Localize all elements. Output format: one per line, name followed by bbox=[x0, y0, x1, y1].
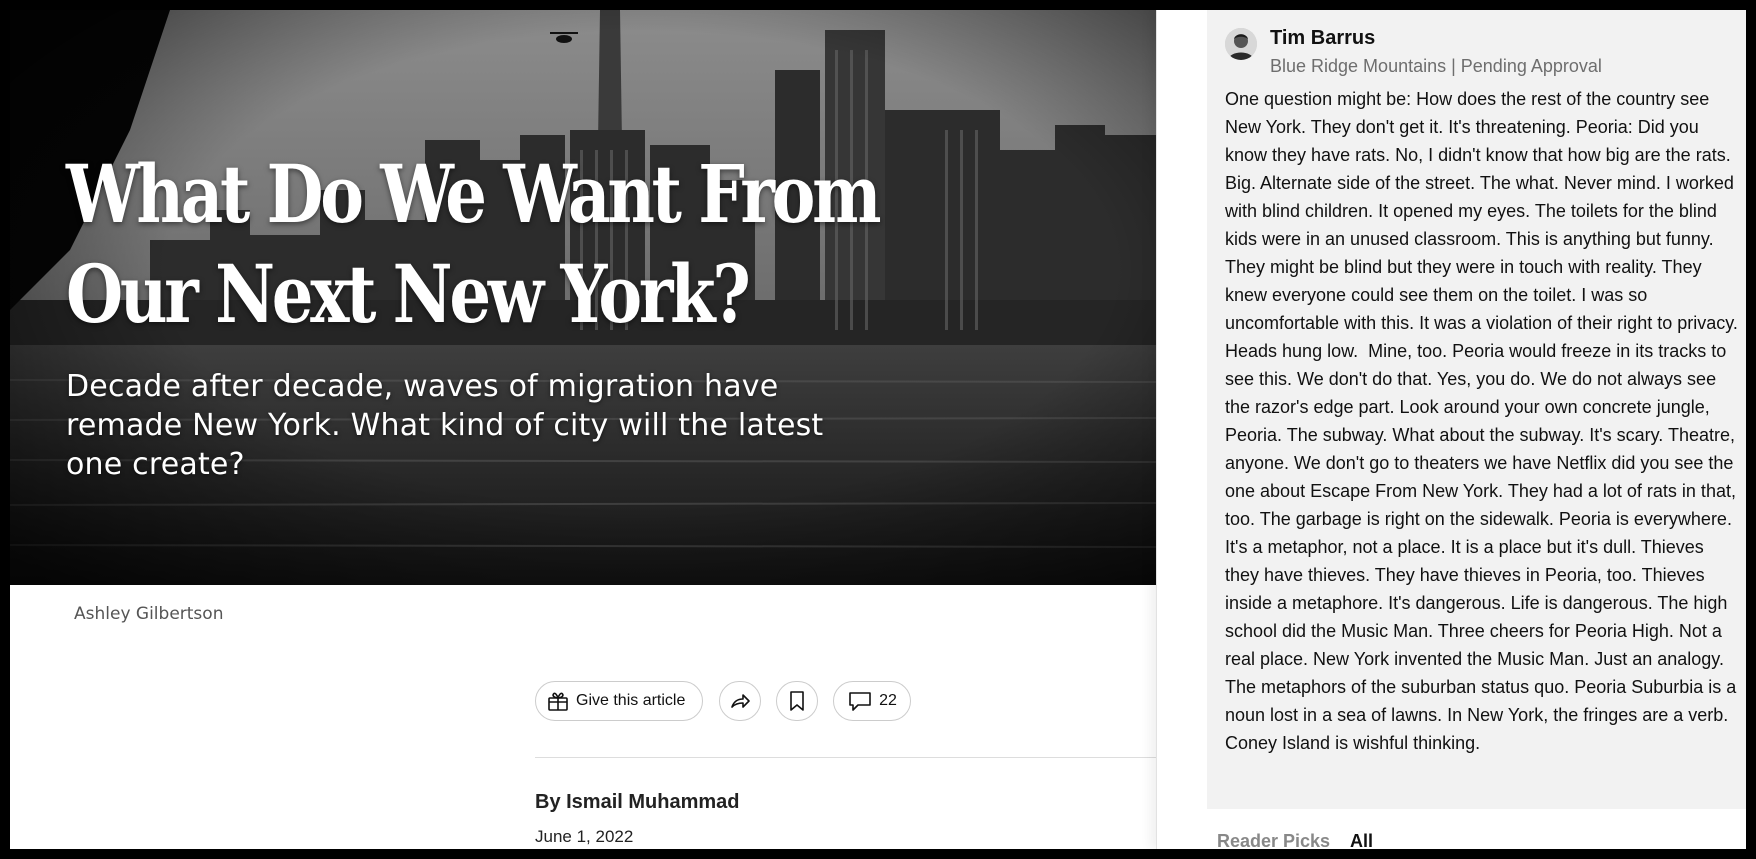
divider bbox=[535, 757, 1156, 758]
user-photo-icon bbox=[1225, 28, 1257, 60]
article-summary: Decade after decade, waves of migration have remade New York. What kind of city will the latest one create? bbox=[66, 369, 824, 482]
commenter-name[interactable]: Tim Barrus bbox=[1270, 27, 1376, 49]
comment-icon bbox=[847, 689, 873, 713]
gift-icon bbox=[546, 689, 570, 713]
tab-reader-picks[interactable]: Reader Picks bbox=[1217, 831, 1331, 849]
byline: By Ismail Muhammad bbox=[535, 791, 740, 813]
avatar[interactable] bbox=[1225, 28, 1257, 60]
gift-article-label: Give this article bbox=[576, 692, 686, 709]
comment-card bbox=[1207, 10, 1746, 809]
photo-credit: Ashley Gilbertson bbox=[74, 604, 224, 624]
page-title: What Do We Want From Our Next New York? bbox=[66, 147, 879, 341]
gift-article-button[interactable] bbox=[535, 681, 703, 721]
page-frame bbox=[10, 10, 1746, 849]
share-button[interactable] bbox=[719, 681, 761, 721]
publish-date: June 1, 2022 bbox=[535, 827, 634, 846]
share-icon bbox=[728, 689, 752, 713]
tab-all[interactable]: All bbox=[1350, 831, 1374, 849]
bookmark-icon bbox=[787, 689, 807, 713]
commenter-location-status: Blue Ridge Mountains | Pending Approval bbox=[1270, 56, 1602, 76]
comment-count: 22 bbox=[879, 692, 897, 709]
bookmark-button[interactable] bbox=[776, 681, 818, 721]
comments-button[interactable] bbox=[833, 681, 911, 721]
comment-text: One question might be: How does the rest of the country see New York. They don't get it. It's threatening. Peoria: Did you know they have rats. No, I didn't know that how big are the rats. Big. Alternate side of the street. The what. Never mind. I worked with blind children. It opened my eyes. The toilets for the blind kids were in an unused classroom. This is anything but funny. They might be blind but they were in touch with reality. They knew everyone could see them on the toilet. I was so uncomfortable with this. It was a violation of their right to privacy. Heads hung low. Mine, too. Peoria would freeze in its tracks to see this. We don't do that. Yes, you do. We do not always see the razor's edge part. Look around your own concrete jungle, Peoria. The subway. What about the subway. It's scary. Theatre, anyone. We don't go to theaters we have Netflix did you see the one about Escape From New York. They had a lot of rats in that, too. The garbage is right on the sidewalk. Peoria is everywhere. It's a metaphor, not a place. It is a place but it's dull. Thieves they have thieves. They have thieves in Peoria, too. Thieves inside a metaphore. It's dangerous. Life is dangerous. The high school did the Music Man. Three cheers for Peoria High. Not a real place. New York invented the Music Man. Just an analogy. The metaphors of the suburban status quo. Peoria Suburbia is a noun lost in a sea of lawns. In New York, the fringes are a verb. Coney Island is wishful thinking. bbox=[1225, 89, 1743, 753]
comments-panel bbox=[1156, 10, 1746, 849]
hero-image bbox=[10, 10, 1156, 585]
